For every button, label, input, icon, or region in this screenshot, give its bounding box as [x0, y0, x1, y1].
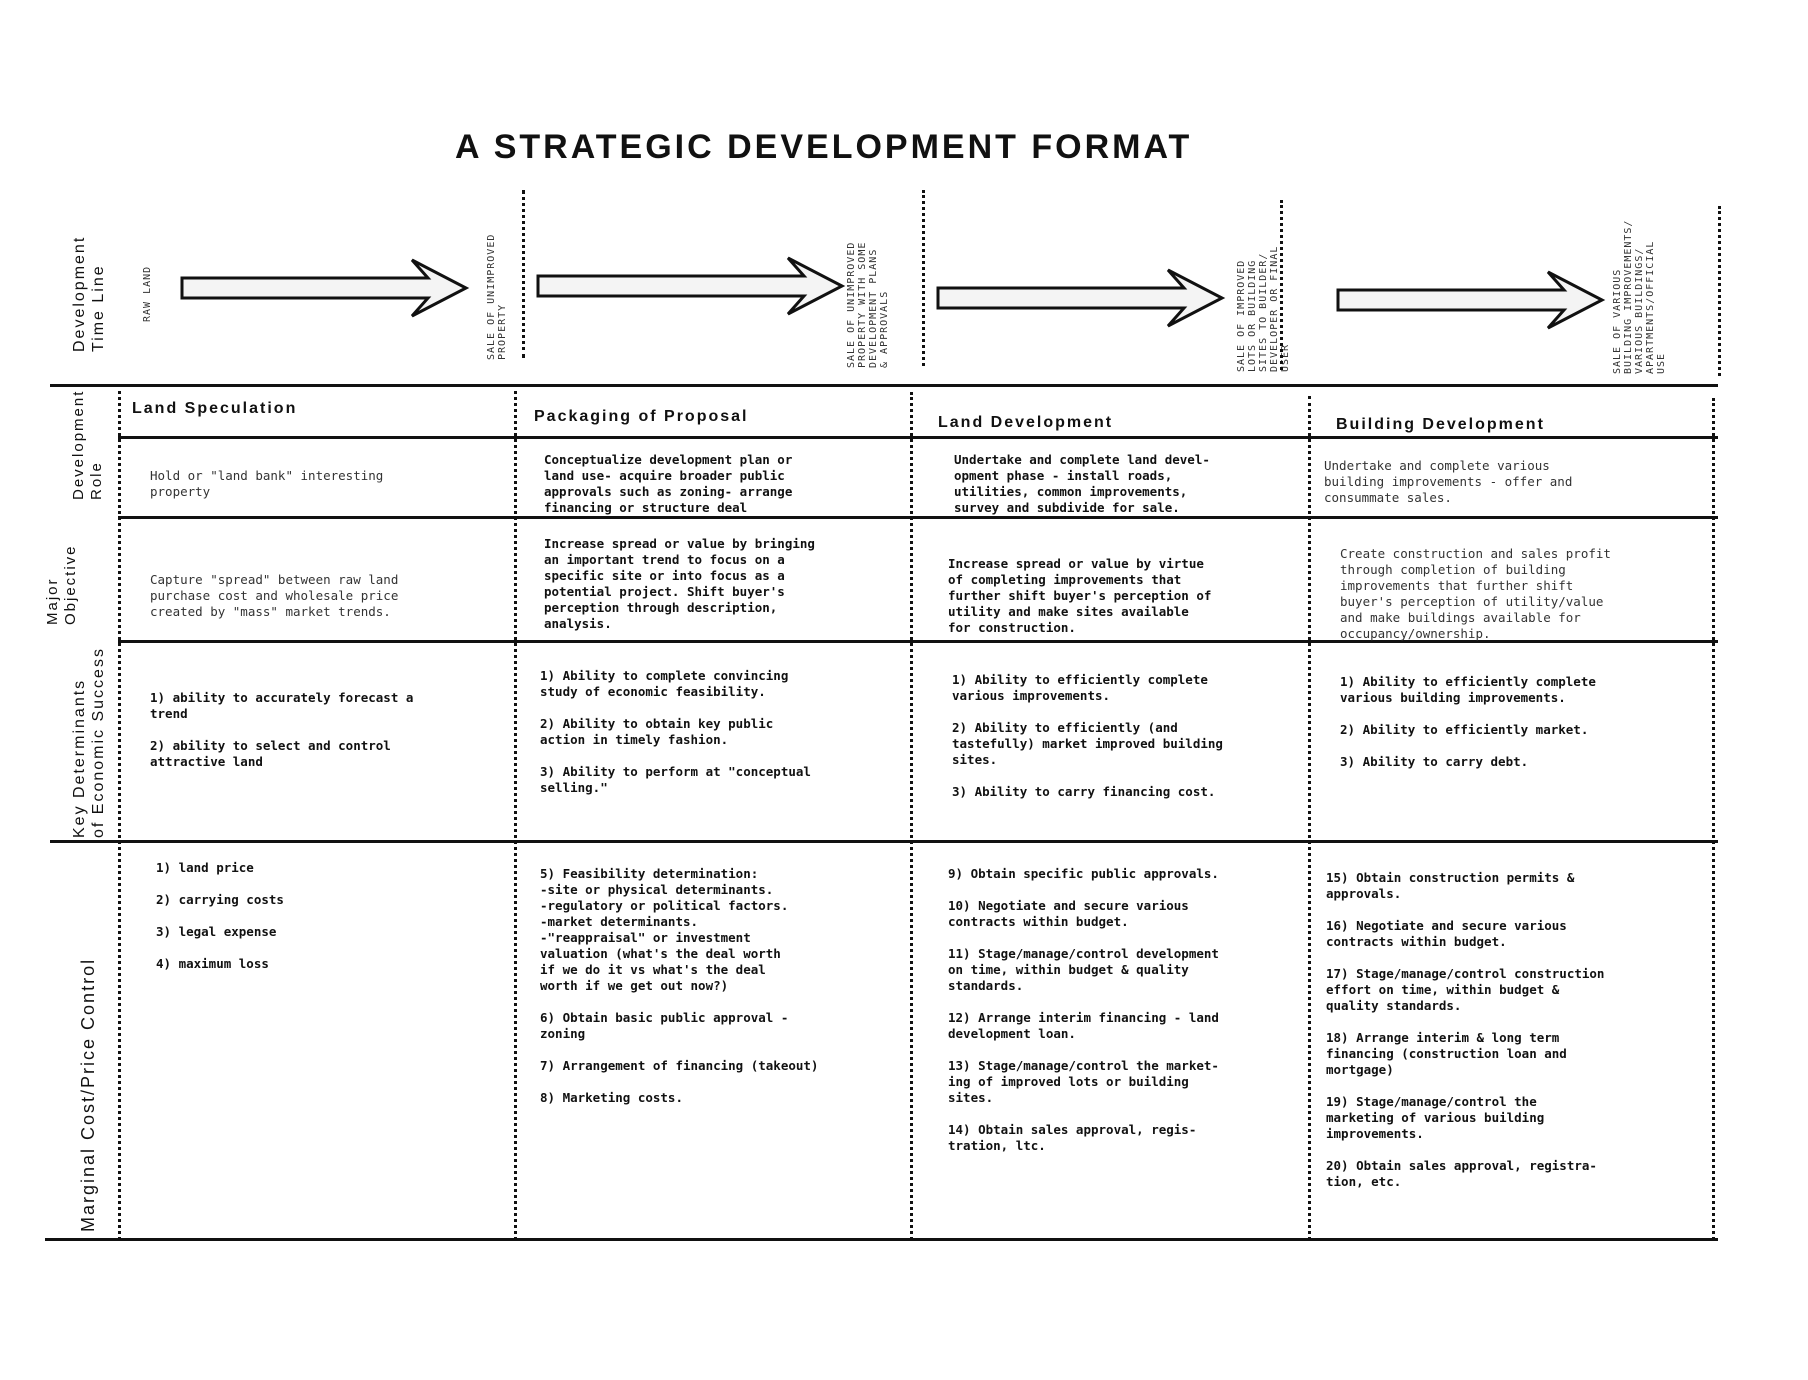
- role-header: Building Development: [1336, 416, 1545, 433]
- table-divider: [1308, 396, 1311, 1240]
- list-item: 4) maximum loss: [156, 956, 269, 971]
- determinants-list: [540, 668, 811, 812]
- list-item: 18) Arrange interim & long term financing (construction loan and mortgage): [1326, 1030, 1567, 1077]
- list-item: 3) legal expense: [156, 924, 277, 939]
- table-rule: [50, 840, 1718, 843]
- list-item: 1) ability to accurately forecast a trend: [150, 690, 414, 721]
- determinants-list: [150, 690, 413, 786]
- row-label-key-determinants: Key Determinants of Economic Success: [71, 647, 107, 838]
- table-rule: [118, 436, 1718, 439]
- list-item: 2) Ability to efficiently (and tastefully) market improved building sites.: [952, 720, 1223, 767]
- list-item: 11) Stage/manage/control development on time, within budget & quality standards.: [948, 946, 1219, 993]
- milestone-label: SALE OF UNIMPROVED PROPERTY WITH SOME DEVELOPMENT PLANS & APPROVALS: [846, 241, 890, 368]
- role-description: Undertake and complete various building improvements - offer and consummate sales.: [1324, 458, 1573, 505]
- table-rule: [50, 384, 1718, 387]
- list-item: 6) Obtain basic public approval - zoning: [540, 1010, 789, 1041]
- timeline-arrow-icon: [536, 254, 846, 318]
- list-item: 13) Stage/manage/control the market- ing of improved lots or building sites.: [948, 1058, 1219, 1105]
- milestone-label: SALE OF VARIOUS BUILDING IMPROVEMENTS/ VARIOUS BUILDINGS/ APARTMENTS/OFFICIAL USE: [1612, 219, 1667, 374]
- table-rule: [45, 1238, 1718, 1241]
- list-item: 8) Marketing costs.: [540, 1090, 683, 1105]
- page-title: A STRATEGIC DEVELOPMENT FORMAT: [455, 128, 1193, 166]
- list-item: 2) carrying costs: [156, 892, 284, 907]
- timeline-arrow-icon: [180, 256, 470, 320]
- table-divider: [1712, 398, 1715, 1240]
- controls-list: [1326, 870, 1604, 1206]
- list-item: 2) Ability to efficiently market.: [1340, 722, 1589, 737]
- role-description: Undertake and complete land devel- opment phase - install roads, utilities, common improvements, survey and subdivide for sale.: [954, 452, 1210, 515]
- objective-text: Increase spread or value by bringing an important trend to focus on a specific site or into focus as a potential project. Shift buyer's perception through description, analysis.: [544, 536, 815, 631]
- objective-text: Increase spread or value by virtue of completing improvements that further shift buyer's perception of utility and make sites available for construction.: [948, 556, 1212, 635]
- list-item: 1) land price: [156, 860, 254, 875]
- timeline-arrow-icon: [1336, 268, 1606, 332]
- list-item: 15) Obtain construction permits & approvals.: [1326, 870, 1575, 901]
- row-label-timeline: Development Time Line: [71, 235, 107, 352]
- list-item: 9) Obtain specific public approvals.: [948, 866, 1219, 881]
- controls-list: [540, 866, 818, 1122]
- controls-list: [156, 860, 284, 988]
- timeline-divider: [522, 190, 525, 358]
- list-item: 19) Stage/manage/control the marketing of various building improvements.: [1326, 1094, 1545, 1141]
- determinants-list: [1340, 674, 1596, 786]
- controls-list: [948, 866, 1219, 1170]
- objective-text: Capture "spread" between raw land purchase cost and wholesale price created by "mass" market trends.: [150, 572, 399, 619]
- role-header: Land Speculation: [132, 400, 298, 417]
- list-item: 14) Obtain sales approval, regis- tration, ltc.: [948, 1122, 1197, 1153]
- list-item: 20) Obtain sales approval, registra- tion, etc.: [1326, 1158, 1597, 1189]
- timeline-divider: [1280, 200, 1283, 370]
- list-item: 1) Ability to efficiently complete various building improvements.: [1340, 674, 1596, 705]
- row-label-role: Development Role: [70, 389, 105, 500]
- role-header: Land Development: [938, 414, 1114, 431]
- list-item: 5) Feasibility determination: -site or physical determinants. -regulatory or political factors. -market determinants. -"reappraisal" or investment valuation (what's the deal worth if we do it vs what's the deal worth if we get out now?): [540, 866, 789, 993]
- list-item: 3) Ability to carry financing cost.: [952, 784, 1216, 799]
- timeline-arrow-icon: [936, 266, 1226, 330]
- role-description: Hold or "land bank" interesting property: [150, 468, 384, 499]
- row-label-major-objective: Major Objective: [44, 544, 79, 625]
- list-item: 1) Ability to complete convincing study of economic feasibility.: [540, 668, 789, 699]
- table-rule: [118, 516, 1718, 519]
- list-item: 2) ability to select and control attractive land: [150, 738, 391, 769]
- determinants-list: [952, 672, 1223, 816]
- list-item: 16) Negotiate and secure various contracts within budget.: [1326, 918, 1567, 949]
- list-item: 7) Arrangement of financing (takeout): [540, 1058, 819, 1073]
- row-label-marginal-cost: Marginal Cost/Price Control: [78, 957, 98, 1232]
- list-item: 2) Ability to obtain key public action in timely fashion.: [540, 716, 774, 747]
- list-item: 1) Ability to efficiently complete various improvements.: [952, 672, 1208, 703]
- role-header: Packaging of Proposal: [534, 408, 749, 425]
- list-item: 3) Ability to perform at "conceptual selling.": [540, 764, 811, 795]
- table-divider: [910, 392, 913, 1240]
- list-item: 17) Stage/manage/control construction effort on time, within budget & quality standards.: [1326, 966, 1605, 1013]
- timeline-divider: [922, 190, 925, 366]
- table-divider: [514, 384, 517, 1240]
- role-description: Conceptualize development plan or land use- acquire broader public approvals such as zoning- arrange financing or structure deal: [544, 452, 793, 515]
- timeline-divider: [1718, 206, 1721, 376]
- list-item: 3) Ability to carry debt.: [1340, 754, 1529, 769]
- table-divider: [118, 384, 121, 1240]
- list-item: 10) Negotiate and secure various contracts within budget.: [948, 898, 1189, 929]
- milestone-label: RAW LAND: [142, 265, 153, 322]
- milestone-label: SALE OF UNIMPROVED PROPERTY: [486, 233, 508, 360]
- list-item: 12) Arrange interim financing - land development loan.: [948, 1010, 1219, 1041]
- milestone-label: SALE OF IMPROVED LOTS OR BUILDING SITES TO BUILDER/ DEVELOPER OR FINAL USER: [1236, 245, 1291, 372]
- objective-text: Create construction and sales profit through completion of building improvements that further shift buyer's perception of utility/value and make buildings available for occupancy/ownership.: [1340, 546, 1611, 641]
